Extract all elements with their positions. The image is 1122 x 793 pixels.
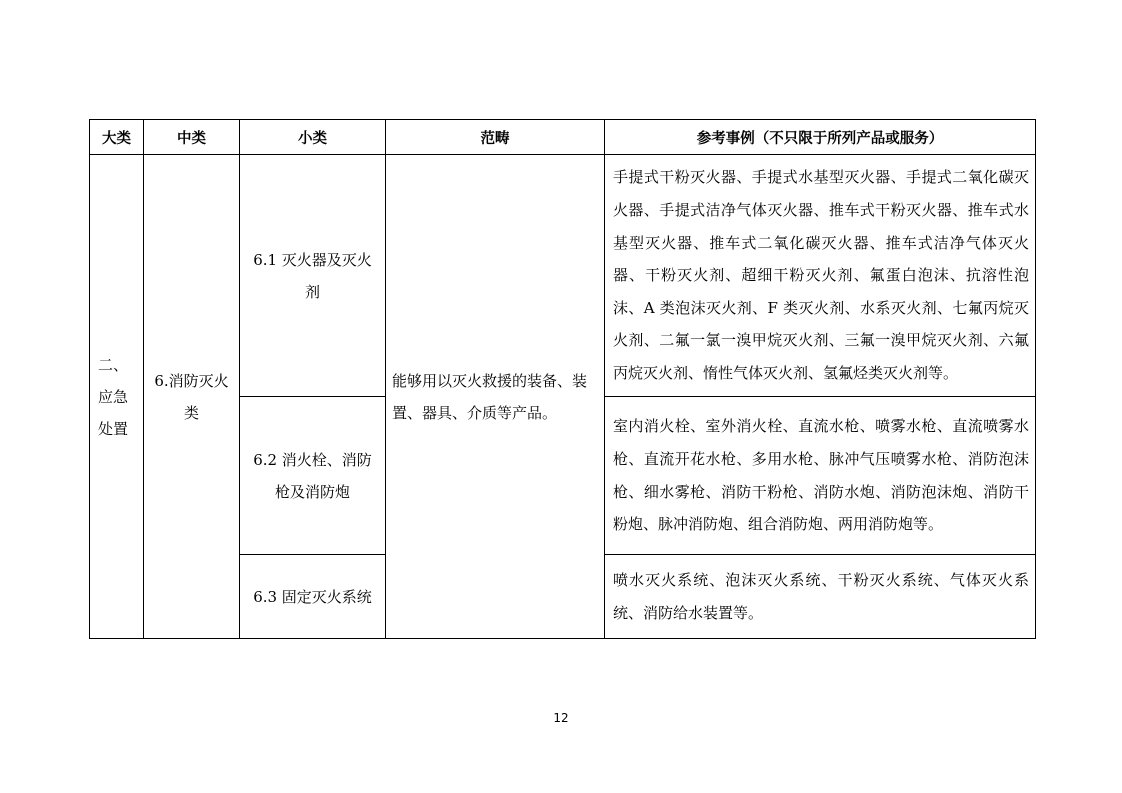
header-examples: 参考事例（不只限于所列产品或服务） xyxy=(605,120,1036,155)
minor-category-cell: 6.2 消火栓、消防枪及消防炮 xyxy=(240,397,386,555)
scope-cell: 能够用以灭火救援的装备、装置、器具、介质等产品。 xyxy=(386,155,605,639)
table-header-row xyxy=(90,120,1036,155)
classification-table xyxy=(89,119,1036,639)
category-major-cell: 二、应急处置 xyxy=(90,155,144,639)
category-middle-cell: 6.消防灭火类 xyxy=(144,155,240,639)
examples-cell: 手提式干粉灭火器、手提式水基型灭火器、手提式二氧化碳灭火器、手提式洁净气体灭火器、推车式干粉灭火器、推车式水基型灭火器、推车式二氧化碳灭火器、推车式洁净气体灭火器、干粉灭火剂、超细干粉灭火剂、氟蛋白泡沫、抗溶性泡沫、A 类泡沫灭火剂、F 类灭火剂、水系灭火剂、七氟丙烷灭火剂、二氟一氯一溴甲烷灭火剂、三氟一溴甲烷灭火剂、六氟丙烷灭火剂、惰性气体灭火剂、氢氟烃类灭火剂等。 xyxy=(605,155,1036,397)
minor-category-cell: 6.1 灭火器及灭火剂 xyxy=(240,155,386,397)
header-scope: 范畴 xyxy=(386,120,605,155)
table-row xyxy=(90,155,1036,397)
header-middle: 中类 xyxy=(144,120,240,155)
page-number: 12 xyxy=(553,711,569,725)
minor-category-cell: 6.3 固定灭火系统 xyxy=(240,555,386,639)
header-major: 大类 xyxy=(90,120,144,155)
examples-cell: 室内消火栓、室外消火栓、直流水枪、喷雾水枪、直流喷雾水枪、直流开花水枪、多用水枪、脉冲气压喷雾水枪、消防泡沫枪、细水雾枪、消防干粉枪、消防水炮、消防泡沫炮、消防干粉炮、脉冲消防炮、组合消防炮、两用消防炮等。 xyxy=(605,397,1036,555)
header-minor: 小类 xyxy=(240,120,386,155)
examples-cell: 喷水灭火系统、泡沫灭火系统、干粉灭火系统、气体灭火系统、消防给水装置等。 xyxy=(605,555,1036,639)
